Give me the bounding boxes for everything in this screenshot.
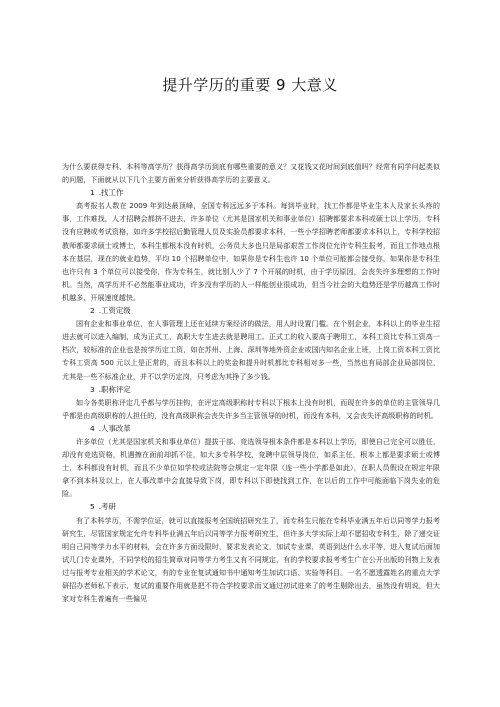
section-number: 5 (90, 502, 95, 512)
section-heading-text: .人事改革 (98, 423, 131, 433)
section-number: 3 (90, 384, 95, 394)
section-heading-text: .找工作 (98, 188, 124, 198)
document-title: 提升学历的重要 9 大意义 (162, 76, 338, 95)
section-3 (62, 383, 440, 422)
section-paragraph: 如今各类职称评定几乎都与学历挂钩，在评定高级职称时专科以下根本上没有时机，而现在许多的单位的主管领导几乎都是由高级职称的人担任的，没有高级职称会丧失许多当主管领导的时机，而没有本科，又会丧失评高级职称的时机。 (62, 397, 440, 420)
section-heading (62, 383, 440, 396)
section-number: 1 (90, 188, 95, 198)
section-heading (62, 186, 440, 199)
section-heading-text: .工资定级 (98, 306, 131, 316)
section-paragraph: 许多单位（尤其是国家机关和事业单位）提拔干部、竞选领导根本条件都是本科以上学历，即使自己完全可以胜任，却没有竞选资格，机遇擦在面前却抓不住，如大多专科学校，竞聘中层领导岗位，如系主任，根本上都是要求硕士或博士，本科都没有时机，而且不少单位如学校或法院等会规定一定年限（连一些小学都是如此），在职人员假设在规定年限拿不到本科及以上，在人事改革中会直接导致下岗，即专科以下即使找到工作，在以后的工作中可能面临下岗失业的危险。 (62, 436, 440, 499)
section-heading (62, 304, 440, 317)
section-paragraph: 国有企业和事业单位，在人事管理上还在延续方案经济的做法，用人时设置门槛。在个别企业，本科以上的毕业生招进去就可以进入编制，成为正式工，高职大专生进去就是聘用工。正式工的收入要高于聘用工，本科工资比专科工资高一档次，较标准的企业也是按学历定工资，如在苏州、上海、深圳等地外资企业或国内知名企业上班，上岗工资本科工资比专科工资高 500 元以上是正常的，而且本科以上的奖金和提升时机都比专科相对多一些，当然也有局部企业局部岗位，尤其是一些不标准企业，并不以学历定岗，只考虑为其挣了多少钱。 (62, 319, 440, 381)
section-2 (62, 304, 440, 383)
section-1 (62, 186, 440, 304)
document-body (62, 160, 440, 605)
section-number: 4 (90, 423, 95, 433)
section-5 (62, 500, 440, 605)
section-heading (62, 422, 440, 435)
section-heading-text: .职称评定 (98, 384, 131, 394)
section-4 (62, 422, 440, 501)
section-heading-text: .考研 (98, 502, 116, 512)
intro-paragraph: 为什么要获得专科、本科等高学历？获得高学历到底有哪些重要的意义？又花钱又花时间到底值吗？经常有同学问起类似的问题，下面就从以下几个主要方面来分析获得高学历的主要意义。 (62, 162, 440, 185)
section-heading (62, 500, 440, 513)
section-paragraph: 高考报名人数在 2009 年到达最顶峰，全国专科远远多于本科。每到毕业时，找工作都是毕业生本人及家长头疼的事，工作难找，人才招聘会都挤不进去，许多单位（尤其是国家机关和事业单位）招聘都要求本科或硕士以上学历，专科没有应聘或考试资格，如许多学校招后勤管理人员及实验员都要求本科，一些小学招聘老师都要求本科以上，专科学校招教师都要求硕士或博士，本科生都根本没有时机，公务员大多也只是局部艰苦工作岗位允许专科生报考，而且工作地点根本在基层，现在的就业趋势，平均 10 个招聘单位中，如果你是专科生也许 10 个单位可能都会接受你，如果你是专科生也许只有 3 个单位可以接受你，作为专科生，就比别人少了 7 个开展的时机，由于学历原因，会丧失许多理想的工作时机。当然，高学历并不必然能事业成功，许多没有学历的人一样能创业很成功，但当今社会的大趋势还是学历越高工作时机越多、开展速度越快。 (62, 201, 440, 302)
section-number: 2 (90, 306, 95, 316)
section-paragraph: 有了本科学历，不需学位证，就可以直接报考全国统招研究生了，而专科生只能在专科毕业满五年后以同等学力报考研究生，尽管国家规定允许专科毕业满五年后以同等学力报考研究生，但许多大学实际上却不愿招收专科生，除了递交证明自己同等学力水平的材料，会在许多方面设限时，要求发表论文，加试专业课，英语到达什么水平等，进入复试后面加试几门专业课外，不同学校的招生简章对同等学力考生又有不同规定，有的学校要求报考考生广在公开出版的刊物上发表过与报考专业相关的学术论文，有的专业在复试通知书中通知考生加试口语、实验等科目。一名不愿透露姓名的重点大学研招办老师私下表示，复试的重要作用就是把不符合学校要求而又通过初试进来了的考生剔除出去，虽然没有明说，但大家对专科生普遍有一些偏见 (62, 515, 440, 604)
